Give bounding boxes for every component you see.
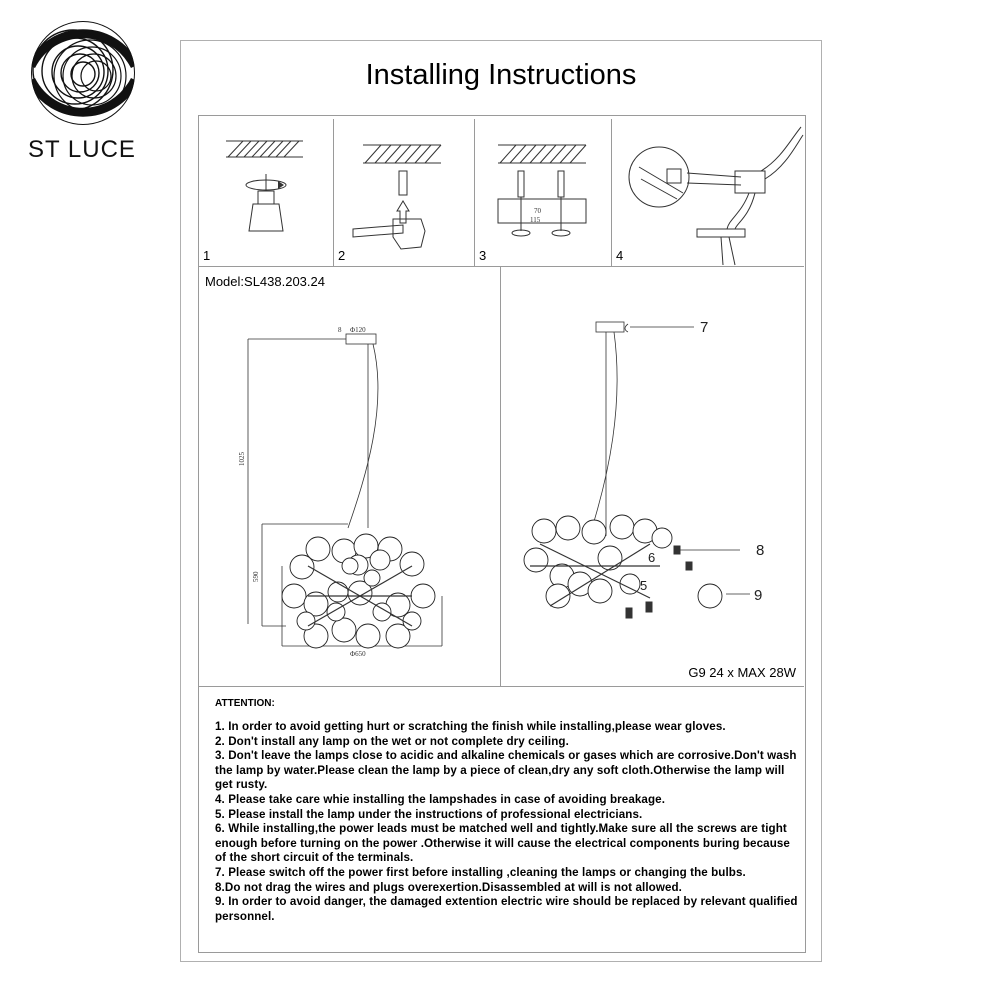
wiring-drawing [611,119,804,266]
step-number: 4 [616,248,624,263]
ceiling-mount-drawing [198,119,333,266]
product-diagrams [198,266,804,687]
attention-item: 1. In order to avoid getting hurt or scratching the finish while installing,please wear gloves. [215,720,726,733]
bulb-spec: G9 24 x MAX 28W [688,665,796,680]
step-panel-1 [198,119,334,266]
brand-logo-icon [28,18,138,128]
step-number: 2 [338,248,346,263]
chandelier-dimension-drawing [198,266,500,686]
step-panel-3 [474,119,612,266]
step-panel-2 [333,119,475,266]
attention-list [215,720,799,924]
attention-item: 7. Please switch off the power first before installing ,cleaning the lamps or changing the bulbs. [215,865,746,879]
parts-diagram [500,266,804,686]
step-number: 1 [203,248,211,263]
step-number: 3 [479,248,487,263]
canopy-height-label: 8 [338,326,342,334]
attention-item: 9. In order to avoid danger, the damaged extention electric wire should be replaced by relevant qualified personnel. [215,895,798,923]
attention-item: 4. Please take care whie installing the lampshades in case of avoiding breakage. [215,792,666,806]
callout-8: 8 [756,542,765,559]
total-height-label: 1025 [238,452,246,466]
page-title: Installing Instructions [365,59,637,91]
dimension-diagram [198,266,501,686]
chandelier-parts-drawing [500,266,804,686]
installation-steps [198,119,804,267]
model-number: Model:SL438.203.24 [205,274,325,289]
attention-heading: ATTENTION: [215,698,275,709]
body-height-label: 590 [252,571,260,582]
mounting-bracket-drawing [474,119,611,266]
callout-5: 5 [640,578,648,593]
callout-9: 9 [754,587,763,604]
canopy-diameter-label: Φ120 [350,326,366,334]
diameter-label: Φ650 [350,650,366,658]
bracket-dim-outer: 115 [530,216,541,224]
bracket-dim-inner: 70 [534,207,541,215]
brand-name: ST LUCE [28,136,136,163]
instruction-sheet [180,40,822,962]
attention-item: 2. Don't install any lamp on the wet or not complete dry ceiling. [215,734,569,748]
callout-7: 7 [700,319,709,336]
attention-item: 6. While installing,the power leads must be matched well and tightly.Make sure all the screws are tight enough before turning on the power .Otherwise it will cause the electrical components buring because of the short circuit of the terminals. [215,822,790,865]
attention-item: 8.Do not drag the wires and plugs overexertion.Disassembled at will is not allowed. [215,880,682,894]
hammer-anchor-drawing [333,119,474,266]
attention-item: 5. Please install the lamp under the instructions of professional electricians. [215,807,643,821]
callout-6: 6 [648,550,656,565]
step-panel-4 [611,119,804,266]
attention-item: 3. Don't leave the lamps close to acidic and alkaline chemicals or gases which are corrosive.Don't wash the lamp by water.Please clean the lamp by a piece of clean,dry any soft cloth.Otherwise the lamp will get rusty. [215,749,797,792]
